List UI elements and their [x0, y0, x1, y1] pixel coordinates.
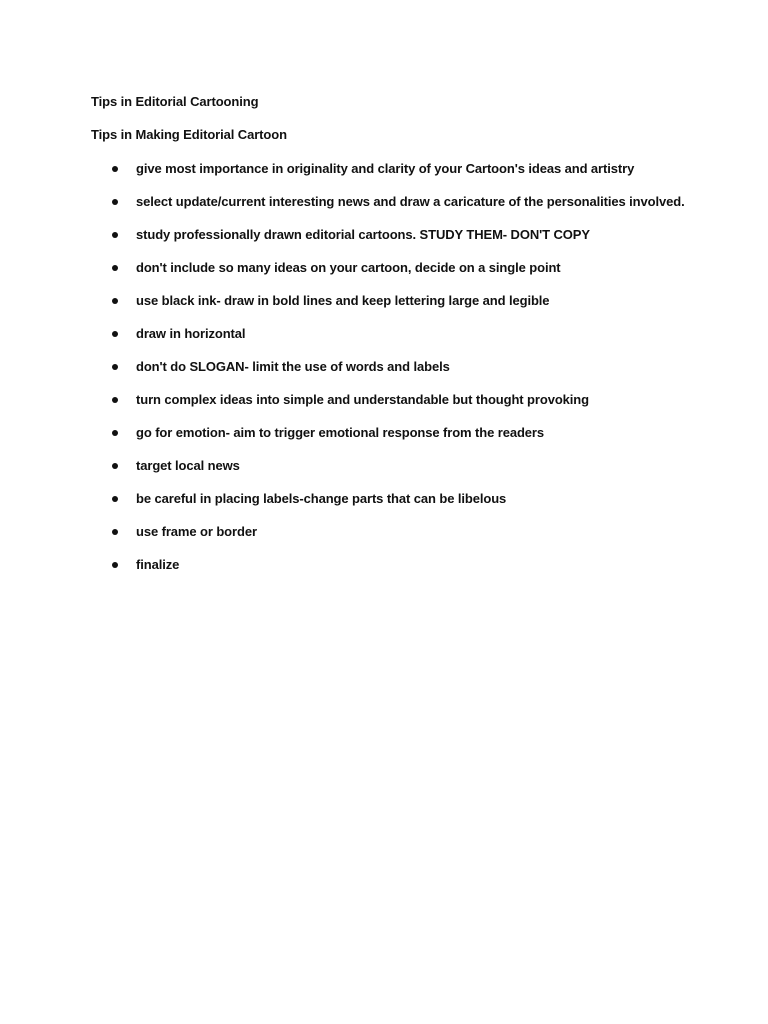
- tip-text: target local news: [136, 458, 240, 473]
- bullet-icon: [112, 298, 118, 304]
- bullet-icon: [112, 529, 118, 535]
- tip-text: select update/current interesting news and draw a caricature of the personalities involved.: [136, 194, 685, 209]
- tip-text: don't include so many ideas on your cartoon, decide on a single point: [136, 260, 561, 275]
- document-title: Tips in Editorial Cartooning: [91, 94, 259, 109]
- list-item: [0, 556, 768, 589]
- list-item: [0, 457, 768, 490]
- bullet-icon: [112, 199, 118, 205]
- list-item: [0, 292, 768, 325]
- list-item: [0, 160, 768, 193]
- bullet-icon: [112, 562, 118, 568]
- tip-text: turn complex ideas into simple and understandable but thought provoking: [136, 392, 589, 407]
- document-subtitle: Tips in Making Editorial Cartoon: [91, 127, 287, 142]
- list-item: [0, 424, 768, 457]
- bullet-icon: [112, 265, 118, 271]
- bullet-icon: [112, 430, 118, 436]
- tip-text: don't do SLOGAN- limit the use of words and labels: [136, 359, 450, 374]
- list-item: [0, 523, 768, 556]
- tip-text: draw in horizontal: [136, 326, 246, 341]
- list-item: [0, 193, 768, 226]
- list-item: [0, 391, 768, 424]
- tip-text: study professionally drawn editorial cartoons. STUDY THEM- DON'T COPY: [136, 227, 590, 242]
- tip-text: use frame or border: [136, 524, 257, 539]
- list-item: [0, 226, 768, 259]
- bullet-icon: [112, 496, 118, 502]
- list-item: [0, 259, 768, 292]
- bullet-icon: [112, 331, 118, 337]
- bullet-icon: [112, 232, 118, 238]
- tip-text: give most importance in originality and clarity of your Cartoon's ideas and artistry: [136, 161, 635, 176]
- list-item: [0, 490, 768, 523]
- bullet-icon: [112, 463, 118, 469]
- tip-text: go for emotion- aim to trigger emotional response from the readers: [136, 425, 545, 440]
- tip-text: be careful in placing labels-change parts that can be libelous: [136, 491, 507, 506]
- list-item: [0, 358, 768, 391]
- tip-text: finalize: [136, 557, 180, 572]
- bullet-icon: [112, 364, 118, 370]
- bullet-icon: [112, 397, 118, 403]
- tip-text: use black ink- draw in bold lines and keep lettering large and legible: [136, 293, 550, 308]
- tips-list: [0, 160, 768, 589]
- list-item: [0, 325, 768, 358]
- bullet-icon: [112, 166, 118, 172]
